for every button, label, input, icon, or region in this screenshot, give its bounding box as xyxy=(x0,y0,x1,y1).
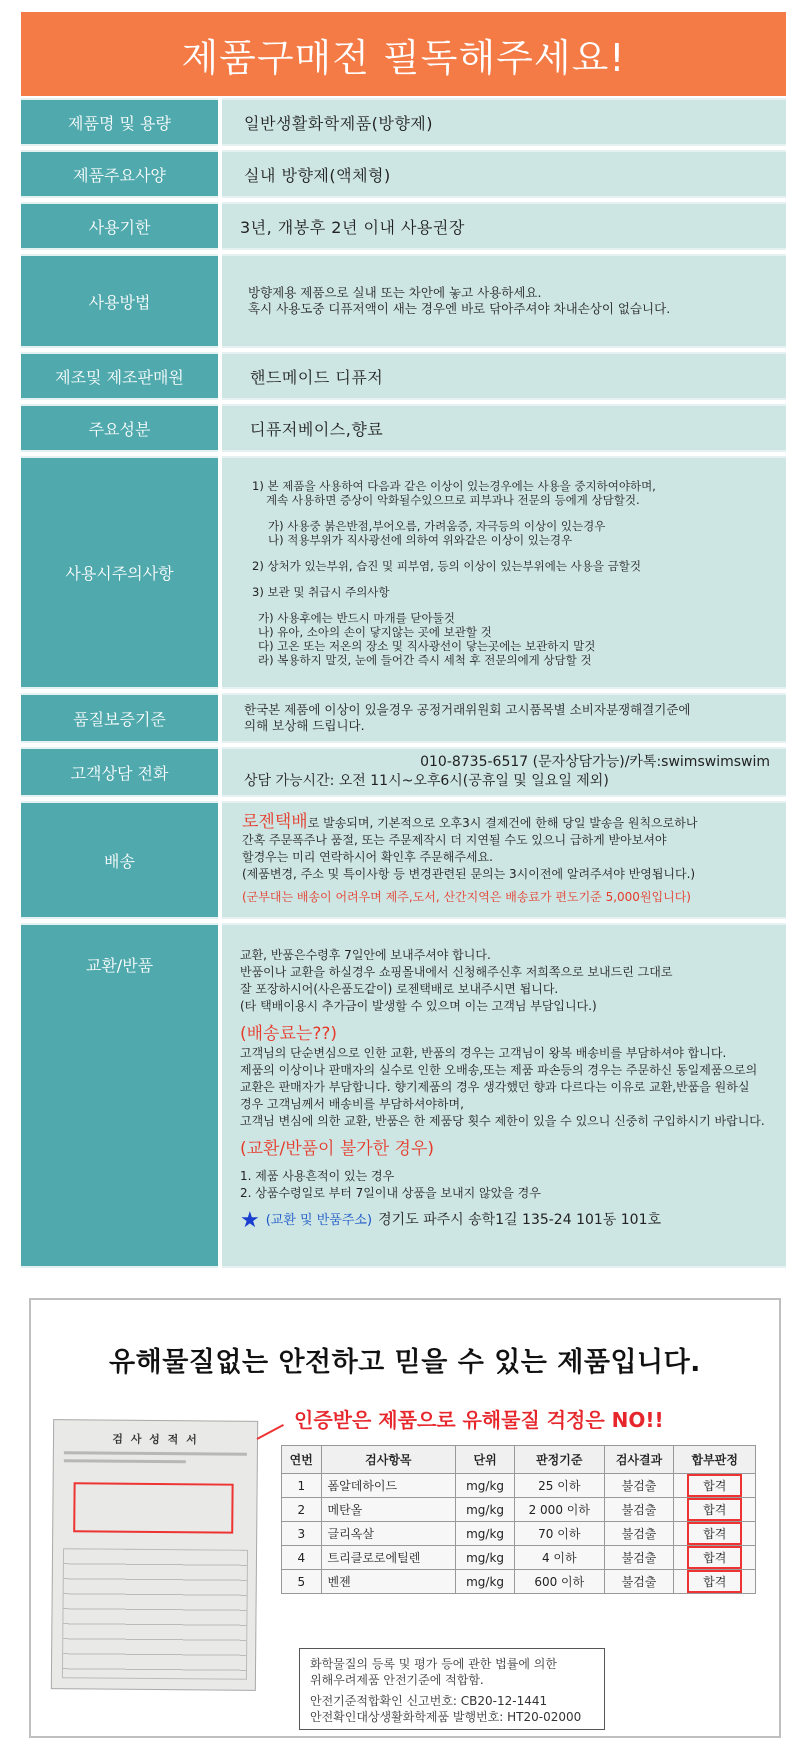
table-cell: mg/kg xyxy=(456,1522,515,1546)
caution-line: 라) 복용하지 말것, 눈에 들어간 즉시 세척 후 전문의에게 상담할 것 xyxy=(258,652,592,667)
returns-line: 교환은 판매자가 부담합니다. 향기제품의 경우 생각했던 향과 다르다는 이유로 교환,반품을 원하실 xyxy=(240,1080,750,1094)
row-product-name xyxy=(21,98,786,146)
caution-line: 2) 상처가 있는부위, 습진 및 피부염, 등의 이상이 있는부위에는 사용을 금할것 xyxy=(252,558,641,573)
table-cell: 불검출 xyxy=(604,1546,674,1570)
table-header: 검사결과 xyxy=(604,1446,674,1474)
table-cell: 벤젠 xyxy=(321,1570,456,1594)
table-cell xyxy=(674,1570,756,1594)
returns-line: 2. 상품수령일로 부터 7일이내 상품을 보내지 않았을 경우 xyxy=(240,1186,541,1200)
test-result-table xyxy=(281,1445,756,1594)
main-spec-text: 실내 방향제(액체형) xyxy=(244,165,391,185)
return-address xyxy=(240,1208,786,1233)
table-cell: 600 이하 xyxy=(515,1570,605,1594)
row-label: 사용기한 xyxy=(21,202,218,250)
usage-line: 방향제용 제품으로 실내 또는 차안에 놓고 사용하세요. xyxy=(248,285,542,300)
table-cell xyxy=(674,1546,756,1570)
table-cell: 불검출 xyxy=(604,1522,674,1546)
page-title: 제품구매전 필독해주세요! xyxy=(21,12,786,96)
pass-badge: 합격 xyxy=(687,1522,742,1545)
table-cell xyxy=(674,1498,756,1522)
table-cell: 5 xyxy=(282,1570,322,1594)
shipping-red-note: (군부대는 배송이 어려우며 제주,도서, 산간지역은 배송료가 편도기준 5,000원입니다) xyxy=(242,890,691,904)
row-label: 품질보증기준 xyxy=(21,693,218,743)
notice-line: 안전기준적합확인 신고번호: CB20-12-1441 xyxy=(310,1694,548,1708)
table-cell: mg/kg xyxy=(456,1498,515,1522)
address-label: (교환 및 반품주소) xyxy=(265,1213,373,1228)
test-report-image xyxy=(51,1419,258,1691)
table-cell: 3 xyxy=(282,1522,322,1546)
shipping-line: 간혹 주문폭주나 품절, 또는 주문제작시 더 지연될 수도 있으니 급하게 받아보셔야 xyxy=(242,833,667,847)
usage-line: 혹시 사용도중 디퓨저액이 새는 경우엔 바로 닦아주셔야 차내손상이 없습니다. xyxy=(248,301,671,316)
pass-badge: 합격 xyxy=(687,1498,742,1521)
table-cell: 불검출 xyxy=(604,1570,674,1594)
courier-name: 로젠택배 xyxy=(242,812,308,832)
notice-line: 안전확인대상생활화학제품 발행번호: HT20-02000 xyxy=(310,1710,582,1724)
row-ingredients xyxy=(21,404,786,452)
cert-subtitle: 인증받은 제품으로 유해물질 걱정은 NO!! xyxy=(294,1408,664,1432)
table-header: 연번 xyxy=(282,1446,322,1474)
row-label: 사용방법 xyxy=(21,254,218,348)
expiry-text: 3년, 개봉후 2년 이내 사용권장 xyxy=(240,217,465,237)
row-value xyxy=(222,801,786,919)
pass-badge: 합격 xyxy=(687,1546,742,1569)
returns-line: 제품의 이상이나 판매자의 실수로 인한 오배송,또는 제품 파손등의 경우는 주문하신 동일제품으로의 xyxy=(240,1063,758,1077)
quality-line: 의해 보상해 드립니다. xyxy=(244,718,365,733)
row-quality xyxy=(21,693,786,743)
caution-line: 3) 보관 및 취급시 주의사항 xyxy=(252,584,390,599)
row-label: 고객상담 전화 xyxy=(21,747,218,797)
table-row xyxy=(282,1522,756,1546)
row-expiry xyxy=(21,202,786,250)
shipping-text: 로 발송되며, 기본적으로 오후3시 결제건에 한해 당일 발송을 원칙으로하나 xyxy=(307,816,698,830)
table-header: 판정기준 xyxy=(515,1446,605,1474)
returns-line: 잘 포장하시어(사은품도같이) 로젠택배로 보내주시면 됩니다. xyxy=(240,982,559,996)
row-label: 제조및 제조판매원 xyxy=(21,352,218,400)
returns-line: 교환, 반품은수령후 7일안에 보내주셔야 합니다. xyxy=(240,948,491,962)
table-cell: 4 이하 xyxy=(515,1546,605,1570)
shipping-line: 할경우는 미리 연락하시어 확인후 주문해주세요. xyxy=(242,850,493,864)
phone-line: 010-8735-6517 (문자상담가능)/카톡:swimswimswim xyxy=(420,754,770,770)
row-value xyxy=(222,98,786,146)
report-table-image xyxy=(62,1548,248,1680)
notice-line: 화학물질의 등록 및 평가 등에 관한 법률에 의한 xyxy=(310,1657,557,1671)
row-value xyxy=(222,404,786,452)
report-title: 검 사 성 적 서 xyxy=(112,1432,199,1447)
row-main-spec xyxy=(21,150,786,198)
row-value xyxy=(222,352,786,400)
row-shipping xyxy=(21,801,786,919)
table-cell xyxy=(674,1522,756,1546)
phone-hours: 상담 가능시간: 오전 11시~오후6시(공휴일 및 일요일 제외) xyxy=(244,773,609,789)
table-cell: 글리옥살 xyxy=(321,1522,456,1546)
row-label: 배송 xyxy=(21,801,218,919)
table-header: 검사항목 xyxy=(321,1446,456,1474)
report-highlight-box xyxy=(73,1482,233,1533)
table-cell: 2 000 이하 xyxy=(515,1498,605,1522)
returns-line: 고객님의 단순변심으로 인한 교환, 반품의 경우는 고객님이 왕복 배송비를 부담하셔야 합니다. xyxy=(240,1046,727,1060)
table-cell: 70 이하 xyxy=(515,1522,605,1546)
table-cell: 4 xyxy=(282,1546,322,1570)
safety-notice-box xyxy=(299,1648,605,1730)
returns-line: 1. 제품 사용흔적이 있는 경우 xyxy=(240,1169,395,1183)
row-value xyxy=(222,150,786,198)
notice-line: 위해우려제품 안전기준에 적합함. xyxy=(310,1673,484,1687)
row-label: 교환/반품 xyxy=(21,923,218,1268)
row-label: 제품주요사양 xyxy=(21,150,218,198)
table-cell: 불검출 xyxy=(604,1498,674,1522)
table-cell: 2 xyxy=(282,1498,322,1522)
row-label: 주요성분 xyxy=(21,404,218,452)
row-value xyxy=(222,202,786,250)
maker-text: 핸드메이드 디퓨저 xyxy=(250,367,384,387)
table-cell xyxy=(674,1474,756,1498)
table-cell: 불검출 xyxy=(604,1474,674,1498)
table-cell: 25 이하 xyxy=(515,1474,605,1498)
table-header: 단위 xyxy=(456,1446,515,1474)
returns-line: 경우 고객님께서 배송비를 부담하셔야하며, xyxy=(240,1097,464,1111)
table-cell: 폼알데하이드 xyxy=(321,1474,456,1498)
row-value xyxy=(222,693,786,743)
quality-line: 한국본 제품에 이상이 있을경우 공정거래위원회 고시품목별 소비자분쟁해결기준에 xyxy=(244,702,691,717)
caution-line: 계속 사용하면 증상이 악화될수있으므로 피부과나 전문의 등에게 상담할것. xyxy=(266,492,640,507)
table-row xyxy=(282,1474,756,1498)
address-text: 경기도 파주시 송학1길 135-24 101동 101호 xyxy=(378,1212,662,1228)
returns-line: (타 택배이용시 추가금이 발생할 수 있으며 이는 고객님 부담입니다.) xyxy=(240,999,597,1013)
table-cell: 메탄올 xyxy=(321,1498,456,1522)
caution-line: 나) 유아, 소아의 손이 닿지않는 곳에 보관할 것 xyxy=(258,624,492,639)
table-cell: 트리클로로에틸렌 xyxy=(321,1546,456,1570)
row-value xyxy=(222,923,786,1268)
table-cell: 1 xyxy=(282,1474,322,1498)
table-cell: mg/kg xyxy=(456,1474,515,1498)
table-header-row xyxy=(282,1446,756,1474)
callout-line xyxy=(257,1424,284,1440)
row-returns xyxy=(21,923,786,1268)
table-row xyxy=(282,1546,756,1570)
product-info-table xyxy=(21,98,786,1272)
no-return-title: (교환/반품이 불가한 경우) xyxy=(240,1139,435,1159)
pass-badge: 합격 xyxy=(687,1474,742,1497)
caution-line: 1) 본 제품을 사용하여 다음과 같은 이상이 있는경우에는 사용을 중지하여야하며, xyxy=(252,478,656,493)
cert-title: 유해물질없는 안전하고 믿을 수 있는 제품입니다. xyxy=(109,1347,701,1378)
pass-badge: 합격 xyxy=(687,1570,742,1593)
product-name-text: 일반생활화학제품(방향제) xyxy=(244,113,434,133)
fee-title: (배송료는??) xyxy=(240,1024,337,1044)
returns-line: 반품이나 교환을 하실경우 쇼핑몰내에서 신청해주신후 저희쪽으로 보내드린 그대로 xyxy=(240,965,673,979)
shipping-line xyxy=(242,814,786,832)
table-row xyxy=(282,1570,756,1594)
certification-section xyxy=(29,1298,781,1738)
row-maker xyxy=(21,352,786,400)
row-value xyxy=(222,747,786,797)
row-value xyxy=(222,456,786,689)
table-header: 합부판정 xyxy=(674,1446,756,1474)
caution-line: 가) 사용후에는 반드시 마개를 닫아둘것 xyxy=(258,610,455,625)
row-label: 사용시주의사항 xyxy=(21,456,218,689)
caution-line: 가) 사용중 붉은반점,부어오름, 가려움증, 자극등의 이상이 있는경우 xyxy=(268,518,606,533)
row-value xyxy=(222,254,786,348)
row-usage xyxy=(21,254,786,348)
row-caution xyxy=(21,456,786,689)
ingredients-text: 디퓨저베이스,향료 xyxy=(250,419,384,439)
table-cell: mg/kg xyxy=(456,1546,515,1570)
caution-line: 나) 적용부위가 직사광선에 의하여 위와같은 이상이 있는경우 xyxy=(268,532,573,547)
row-label: 제품명 및 용량 xyxy=(21,98,218,146)
star-icon: ★ xyxy=(240,1208,260,1233)
row-phone xyxy=(21,747,786,797)
returns-line: 고객님 변심에 의한 교환, 반품은 한 제품당 횟수 제한이 있을 수 있으니 신중히 구입하시기 바랍니다. xyxy=(240,1114,765,1128)
caution-line: 다) 고온 또는 저온의 장소 및 직사광선이 닿는곳에는 보관하지 말것 xyxy=(258,638,596,653)
table-cell: mg/kg xyxy=(456,1570,515,1594)
shipping-line: (제품변경, 주소 및 특이사항 등 변경관련된 문의는 3시이전에 알려주셔야 반영됩니다.) xyxy=(242,867,696,881)
table-row xyxy=(282,1498,756,1522)
